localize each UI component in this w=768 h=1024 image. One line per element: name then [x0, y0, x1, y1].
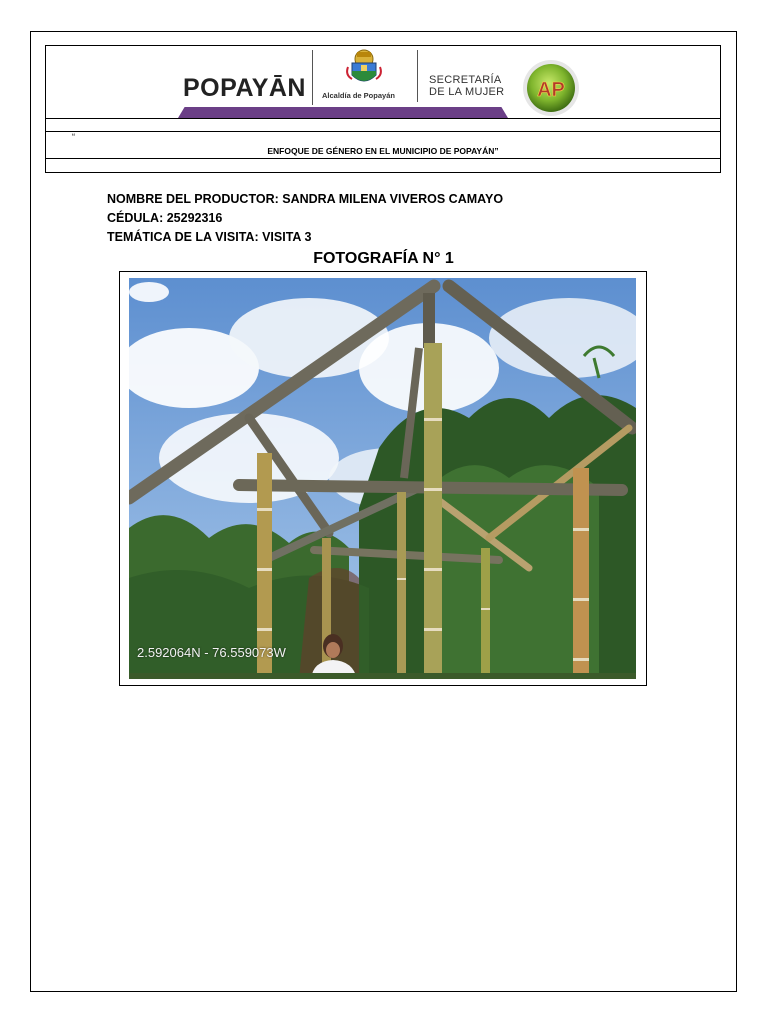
opening-quote: “ — [72, 132, 75, 142]
logo-separator — [417, 50, 418, 102]
gps-coordinates: 2.592064N - 76.559073W — [137, 645, 286, 660]
secretaria-line1: SECRETARÍA — [429, 74, 502, 86]
header-divider — [45, 118, 721, 119]
header-divider — [45, 158, 721, 159]
secretaria-badge-icon — [522, 58, 580, 118]
alcaldia-label: Alcaldía de Popayán — [322, 91, 395, 100]
bamboo-structure-photo — [129, 278, 636, 679]
badge-text: AP — [537, 79, 565, 101]
header-purple-bar — [178, 107, 508, 118]
secretaria-line2: DE LA MUJER — [429, 86, 505, 98]
header-divider — [45, 131, 721, 132]
photo-illustration — [129, 278, 636, 679]
visit-topic: TEMÁTICA DE LA VISITA: VISITA 3 — [107, 230, 312, 244]
productor-name: NOMBRE DEL PRODUCTOR: SANDRA MILENA VIVEROS CAMAYO — [107, 192, 504, 206]
cedula: CÉDULA: 25292316 — [107, 211, 223, 225]
secretaria-label — [429, 74, 504, 98]
popayan-logo-text: POPAYĀN — [183, 74, 306, 102]
logo-separator — [312, 50, 313, 105]
coat-of-arms-icon — [343, 47, 385, 89]
photo-title: FOTOGRAFÍA N° 1 — [313, 250, 454, 267]
project-title: ENFOQUE DE GÉNERO EN EL MUNICIPIO DE POPAYÁN” — [267, 146, 499, 156]
